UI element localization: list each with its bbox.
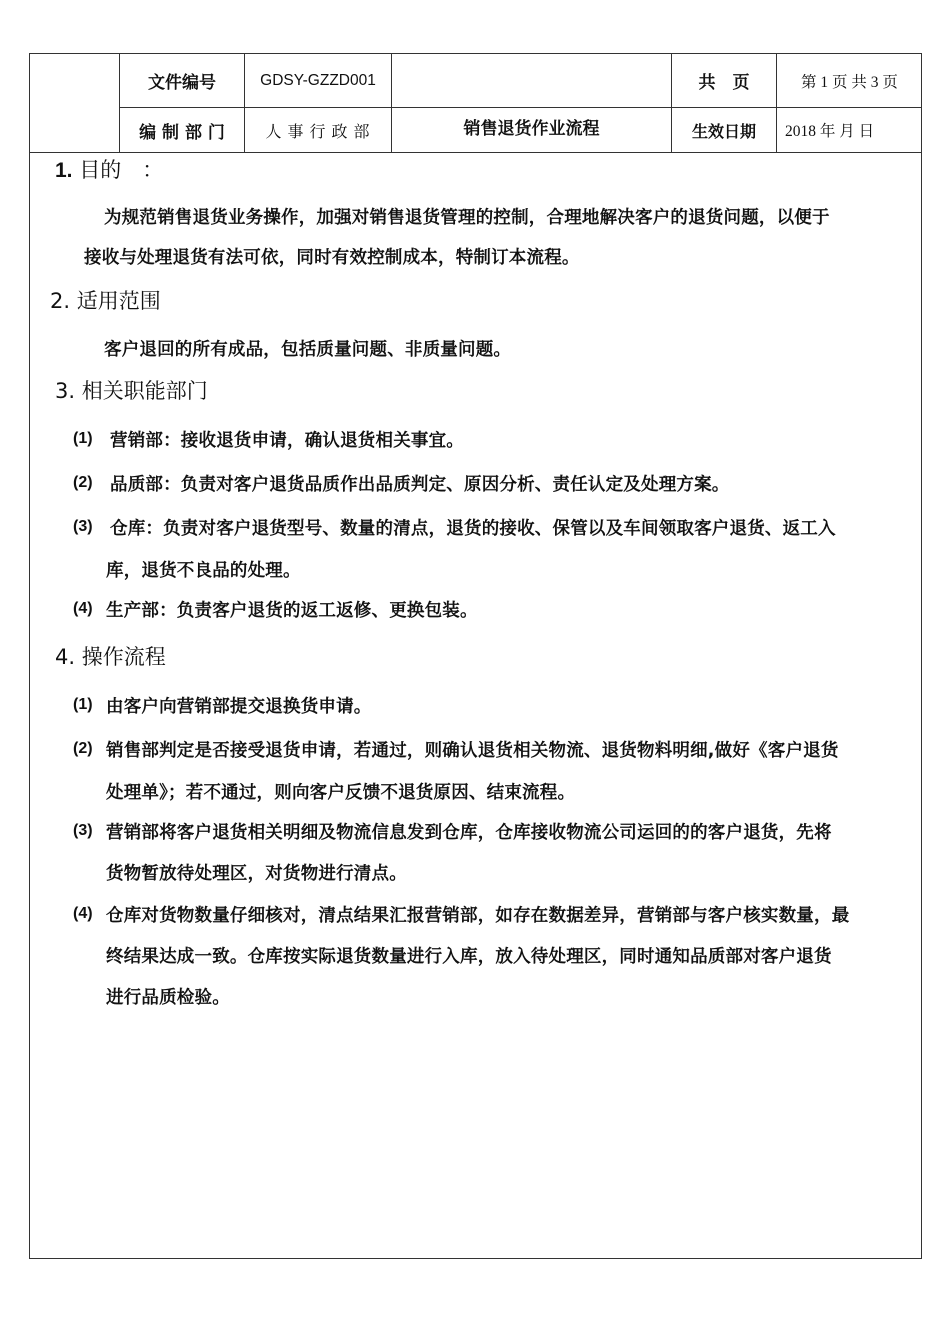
list-item-text-continued: 处理单》；若不通过，则向客户反馈不退货原因、结束流程。 [106, 783, 576, 803]
section-1-heading [55, 154, 163, 184]
list-item-text: 销售部判定是否接受退货申请，若通过，则确认退货相关物流、退货物料明细,做好《客户退货 [106, 741, 839, 761]
list-item-text-continued: 终结果达成一致。仓库按实际退货数量进行入库，放入待处理区，同时通知品质部对客户退货 [106, 947, 832, 967]
section-1-paragraph-line: 接收与处理退货有法可依，同时有效控制成本，特制订本流程。 [84, 248, 580, 268]
section-2-paragraph: 客户退回的所有成品，包括质量问题、非质量问题。 [104, 340, 512, 360]
section-2-heading: 2. 适用范围 [50, 289, 161, 313]
list-item-number: (1) [73, 430, 93, 447]
document-title: 销售退货作业流程 [463, 118, 600, 139]
pages-label: 共 页 [698, 73, 750, 93]
section-3-heading: 3. 相关职能部门 [55, 379, 208, 403]
list-item-text: 营销部：接收退货申请，确认退货相关事宜。 [110, 431, 464, 451]
list-item-number: (2) [73, 474, 93, 491]
list-item-text: 品质部：负责对客户退货品质作出品质判定、原因分析、责任认定及处理方案。 [110, 475, 730, 495]
section-4-heading: 4. 操作流程 [55, 645, 166, 669]
effective-date-value: 2018 年 月 日 [785, 123, 875, 140]
section-1-title: 目的 ： [79, 158, 164, 182]
section-1-paragraph-line: 为规范销售退货业务操作，加强对销售退货管理的控制，合理地解决客户的退货问题，以便于 [104, 208, 830, 228]
list-item-number: (3) [73, 822, 93, 839]
file-number-label: 文件编号 [148, 73, 216, 93]
section-1-number: 1. [55, 159, 73, 182]
list-item-number: (4) [73, 905, 93, 922]
list-item-text: 仓库对货物数量仔细核对，清点结果汇报营销部，如存在数据差异，营销部与客户核实数量，最 [106, 906, 850, 926]
list-item-text: 生产部：负责客户退货的返工返修、更换包装。 [106, 601, 478, 621]
effective-date-label: 生效日期 [691, 121, 756, 141]
file-number-value: GDSY-GZZD001 [260, 71, 376, 89]
dept-label: 编 制 部 门 [139, 122, 225, 143]
header-bottom-border [29, 152, 922, 153]
list-item-text-continued: 进行品质检验。 [106, 988, 230, 1008]
list-item-number: (4) [73, 600, 93, 617]
list-item-text-continued: 货物暂放待处理区，对货物进行清点。 [106, 864, 407, 884]
list-item-text: 营销部将客户退货相关明细及物流信息发到仓库，仓库接收物流公司运回的的客户退货，先将 [106, 823, 832, 843]
list-item-number: (3) [73, 518, 93, 535]
list-item-text-continued: 库，退货不良品的处理。 [106, 561, 301, 581]
list-item-text: 由客户向营销部提交退换货申请。 [106, 697, 372, 717]
list-item-number: (1) [73, 696, 93, 713]
list-item-text: 仓库：负责对客户退货型号、数量的清点，退货的接收、保管以及车间领取客户退货、返工入 [110, 519, 836, 539]
list-item-number: (2) [73, 740, 93, 757]
page-count: 第 1 页 共 3 页 [801, 73, 898, 91]
dept-value: 人 事 行 政 部 [265, 123, 371, 141]
